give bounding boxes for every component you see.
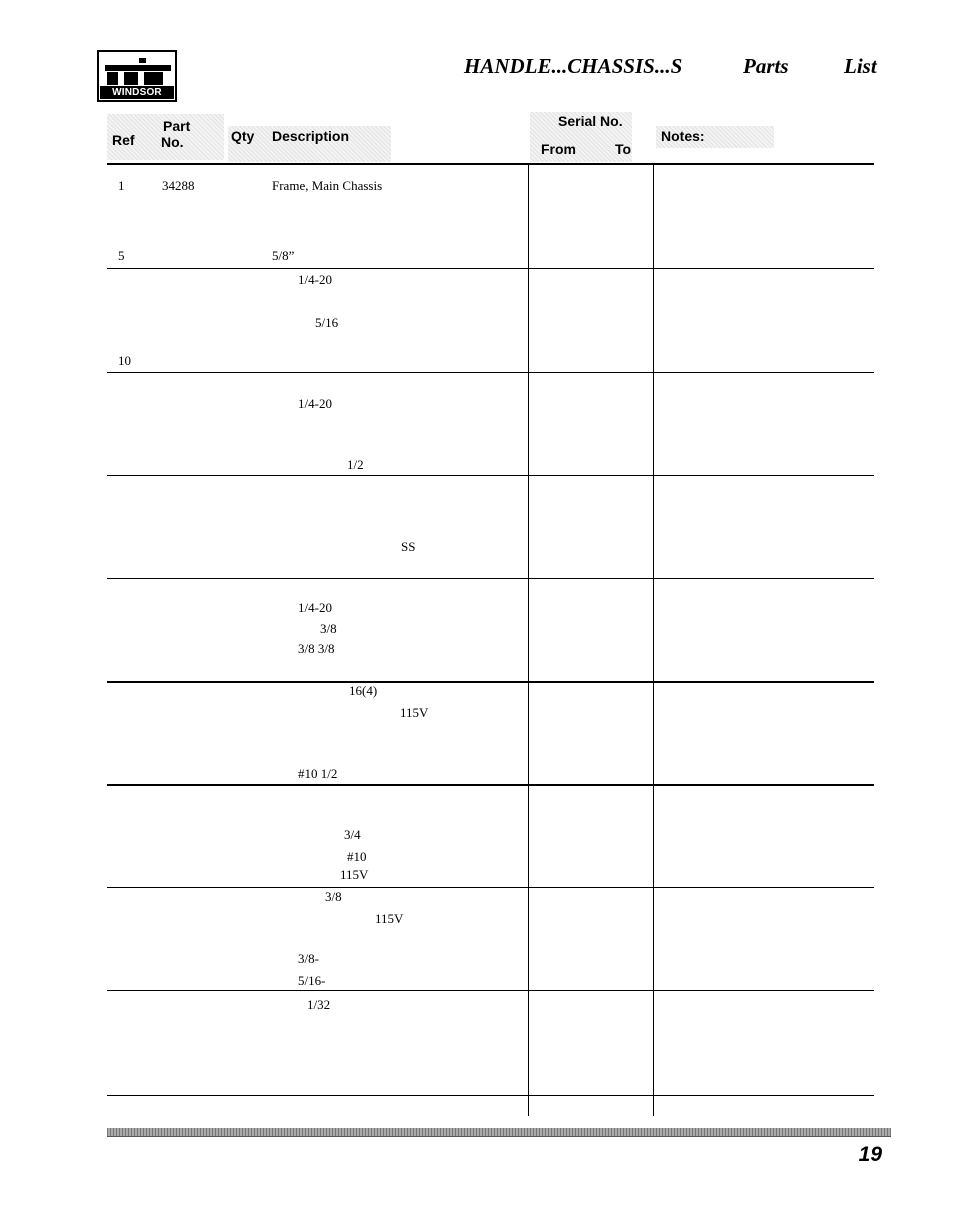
- description-cell: 115V: [375, 911, 404, 926]
- serial-column-right-rule: [653, 164, 654, 1116]
- description-cell: 16(4): [349, 683, 378, 698]
- footer-rule: [107, 1128, 891, 1137]
- page-number: 19: [858, 1143, 882, 1166]
- ref-cell: 5: [118, 248, 125, 263]
- description-cell: 115V: [400, 705, 429, 720]
- part-number-cell: 34288: [162, 178, 195, 193]
- logo-mark-left: [107, 72, 118, 85]
- description-cell: 5/16: [315, 315, 339, 330]
- description-cell: 1/4-20: [298, 600, 332, 615]
- col-part-header: Part: [163, 118, 191, 134]
- description-cell: Frame, Main Chassis: [272, 178, 383, 193]
- logo-mark-band: [105, 65, 171, 71]
- ref-cell: 10: [118, 353, 131, 368]
- description-cell: 5/8”: [272, 248, 295, 263]
- page-title-list: List: [844, 54, 877, 78]
- col-ref-header: Ref: [112, 132, 135, 148]
- description-cell: #10 1/2: [298, 766, 338, 781]
- row-group-rule: [107, 990, 874, 991]
- page-title: HANDLE...CHASSIS...S: [464, 54, 683, 78]
- col-qty-header: Qty: [231, 128, 255, 144]
- col-description-header: Description: [272, 128, 350, 144]
- col-to-header: To: [615, 141, 632, 157]
- windsor-logo: [97, 50, 177, 102]
- row-group-rule: [107, 681, 874, 683]
- description-cell: 1/2: [347, 457, 364, 472]
- table-header-rule: [107, 163, 874, 165]
- col-serial-header: Serial No.: [558, 113, 623, 129]
- row-group-rule: [107, 784, 874, 786]
- description-cell: 3/8 3/8: [298, 641, 335, 656]
- logo-mark-right: [144, 72, 163, 85]
- description-cell: 1/4-20: [298, 272, 332, 287]
- description-cell: 3/8: [320, 621, 337, 636]
- row-group-rule: [107, 372, 874, 373]
- description-cell: 115V: [340, 867, 369, 882]
- logo-mark-top: [139, 58, 146, 63]
- description-cell: 5/16-: [298, 973, 326, 988]
- description-cell: SS: [401, 539, 416, 554]
- row-group-rule: [107, 475, 874, 476]
- col-from-header: From: [541, 141, 576, 157]
- col-no-header: No.: [161, 134, 184, 150]
- description-cell: 3/8: [325, 889, 342, 904]
- col-notes-header: Notes:: [661, 128, 705, 144]
- row-group-rule: [107, 887, 874, 888]
- serial-column-left-rule: [528, 164, 529, 1116]
- row-group-rule: [107, 578, 874, 579]
- page-title-parts: Parts: [743, 54, 789, 78]
- ref-cell: 1: [118, 178, 125, 193]
- row-group-rule: [107, 268, 874, 269]
- row-group-rule: [107, 1095, 874, 1096]
- description-cell: #10: [347, 849, 367, 864]
- logo-mark-center: [124, 72, 138, 85]
- description-cell: 1/4-20: [298, 396, 332, 411]
- description-cell: 1/32: [307, 997, 331, 1012]
- description-cell: 3/4: [344, 827, 361, 842]
- description-cell: 3/8-: [298, 951, 319, 966]
- logo-text: WINDSOR: [100, 86, 174, 99]
